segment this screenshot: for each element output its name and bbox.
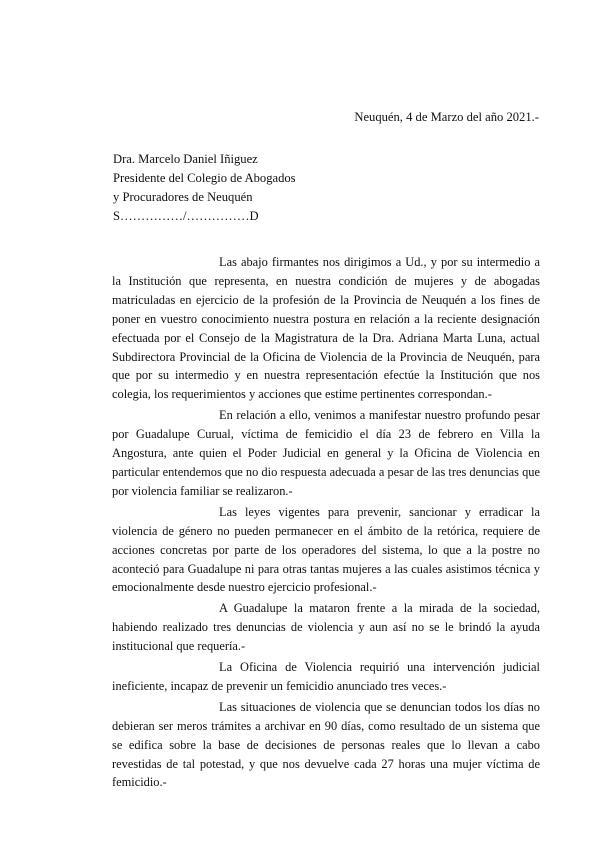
paragraph-guadalupe-curual: En relación a ello, venimos a manifestar nuestro profundo pesar por Guadalupe Curual, víctima de femicidio el día 23 de febrero en Villa la Angostura, ante quien el Poder Judicial en general y la Oficina de Violencia en particular entendemos que no dio respuesta adecuada a pesar de las tres denuncias que por violencia familiar se realizaron.- (112, 408, 540, 498)
recipient-name: Dra. Marcelo Daniel Iñiguez (113, 152, 258, 166)
date-line: Neuquén, 4 de Marzo del año 2021.- (354, 110, 539, 124)
paragraph-intro: Las abajo firmantes nos dirigimos a Ud., y por su intermedio a la Institución que representa, en nuestra condición de mujeres y de abogadas matriculadas en ejercicio de la profesión de la Provincia de Neuquén a los fines de poner en vuestro conocimiento nuestra postura en relación a la reciente designación efectuada por el Consejo de la Magistratura de la Dra. Adriana Marta Luna, actual Subdirectora Provincial de la Oficina de Violencia de la Provincia de Neuquén, para que por su intermedio y en nuestra representación efectúe la Institución que nos colegia, los requerimientos y acciones que estime pertinentes correspondan.- (112, 255, 540, 402)
recipient-institution: y Procuradores de Neuquén (113, 190, 253, 204)
paragraph-society: A Guadalupe la mataron frente a la mirada de la sociedad, habiendo realizado tres denuncias de violencia y aun así no se le brindó la ayuda institucional que requería.- (112, 601, 540, 654)
recipient-title: Presidente del Colegio de Abogados (113, 171, 296, 185)
paragraph-oficina-violencia: La Oficina de Violencia requirió una intervención judicial ineficiente, incapaz de prevenir un femicidio anunciado tres veces.- (112, 660, 540, 693)
recipient-block (113, 150, 296, 226)
recipient-salutation: S……………/……………D (113, 209, 259, 223)
paragraph-laws: Las leyes vigentes para prevenir, sancionar y erradicar la violencia de género no pueden permanecer en el ámbito de la retórica, requiere de acciones concretas por parte de los operadores del sistema, lo que a la postre no aconteció para Guadalupe ni para otras tantas mujeres a las cuales asistimos técnica y emocionalmente desde nuestro ejercicio profesional.- (112, 504, 540, 595)
paragraph-situations: Las situaciones de violencia que se denuncian todos los días no debieran ser meros trámites a archivar en 90 días, como resultado de un sistema que se edifica sobre la base de decisiones de personas reales que lo llevan a cabo revestidas de tal potestad, y que nos devuelve cada 27 horas una mujer víctima de femicidio.- (112, 699, 540, 790)
letter-body (112, 253, 540, 792)
